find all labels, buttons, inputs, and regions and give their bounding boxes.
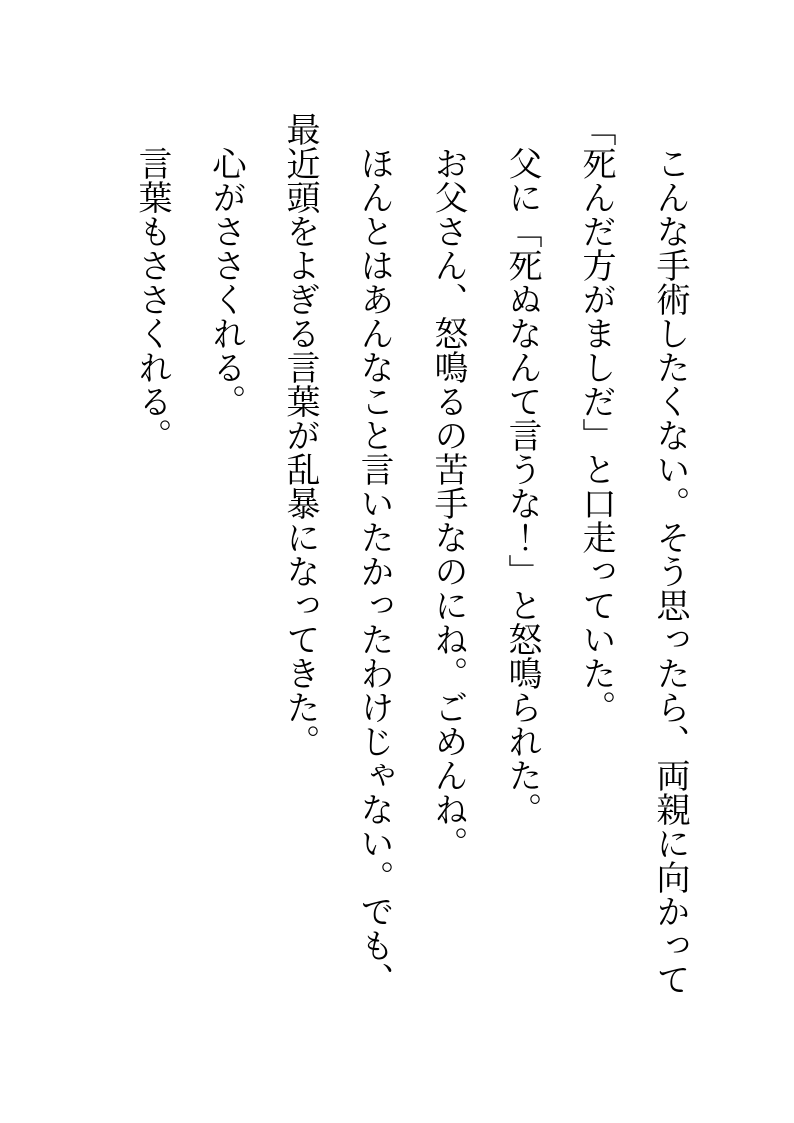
vertical-text-block	[115, 112, 707, 998]
paragraph: 言葉もささくれる。	[132, 146, 172, 452]
paragraph: 父に「死ぬなんて言うな！」と怒鳴られた。	[502, 146, 542, 826]
paragraph: 心がささくれる。	[206, 146, 246, 418]
paragraph: ほんとはあんなこと言いたかったわけじゃない。でも、最近頭をよぎる言葉が乱暴になってきた。	[280, 112, 394, 996]
paragraph: お父さん、怒鳴るの苦手なのにね。ごめんね。	[428, 146, 468, 860]
paragraph: こんな手術したくない。そう思ったら、両親に向かって「死んだ方がましだ」と口走っていた。	[576, 112, 690, 996]
